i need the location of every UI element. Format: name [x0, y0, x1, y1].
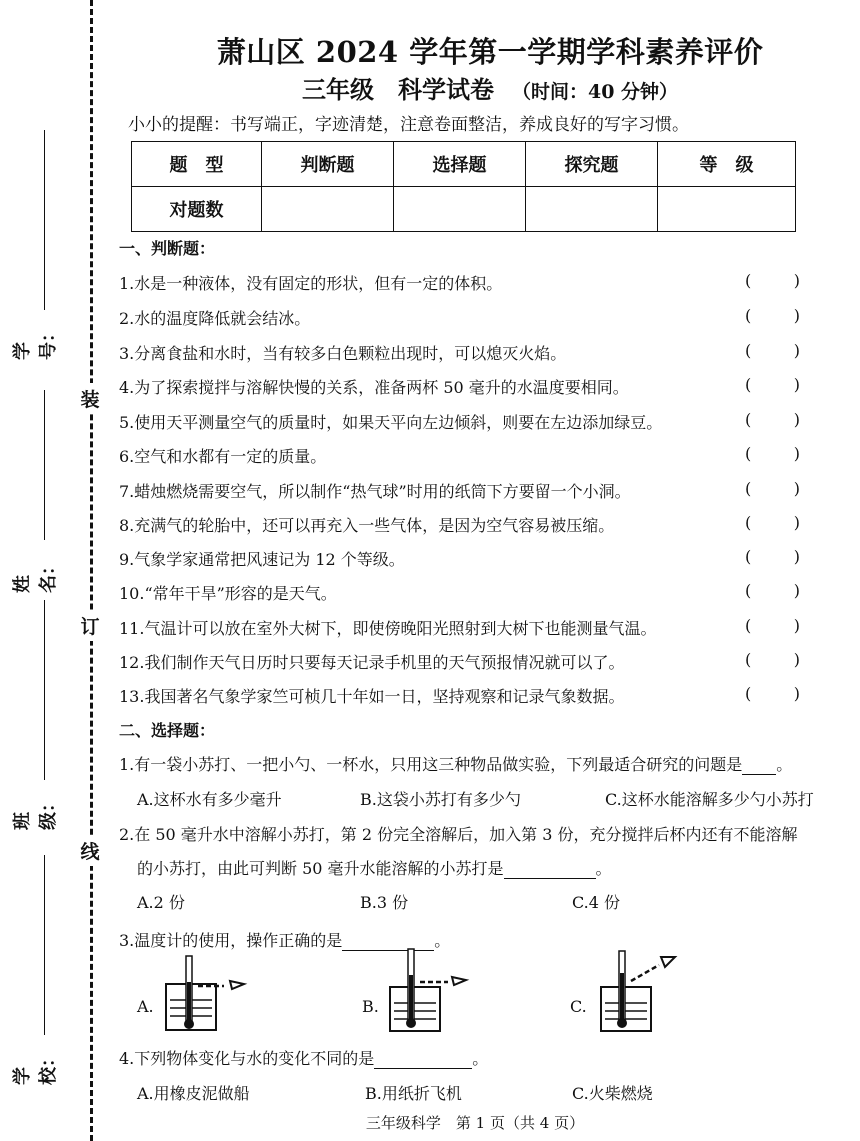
answer-blank-2[interactable] — [504, 859, 596, 879]
answer-parens-2[interactable]: ( ) — [745, 306, 800, 325]
answer-parens-9[interactable]: ( ) — [745, 547, 800, 566]
answer-parens-10[interactable]: ( ) — [745, 581, 800, 600]
answer-parens-4[interactable]: ( ) — [745, 375, 800, 394]
answer-blank-4[interactable] — [374, 1049, 472, 1069]
choice-question-1: 1.有一袋小苏打、一把小勺、一杯水，只用这三种物品做实验，下列最适合研究的问题是 。 — [119, 755, 793, 774]
page-footer: 三年级科学 第 1 页（共 4 页） — [365, 1114, 585, 1132]
judge-question-1: 1.水是一种液体，没有固定的形状，但有一定的体积。 — [119, 274, 503, 293]
row-label-correct-count: 对题数 — [132, 187, 262, 232]
student-number-label: 学号： — [12, 324, 59, 360]
q2-option-a: A.2 份 — [137, 893, 185, 912]
cell-choice-count[interactable] — [394, 187, 526, 232]
cell-grade[interactable] — [658, 187, 796, 232]
answer-blank-1[interactable] — [742, 755, 776, 775]
binding-char-zhuang: 装 — [78, 383, 102, 414]
score-table — [131, 141, 796, 232]
q3-figure-a-thermometer — [158, 952, 253, 1032]
score-table-count-row — [132, 187, 796, 232]
judge-question-11: 11.气温计可以放在室外大树下，即使傍晚阳光照射到大树下也能测量气温。 — [119, 619, 657, 638]
exam-subtitle — [195, 70, 785, 105]
answer-parens-12[interactable]: ( ) — [745, 650, 800, 669]
judge-question-10: 10.“常年干旱”形容的是天气。 — [119, 584, 337, 603]
binding-char-ding: 订 — [78, 610, 102, 641]
section-choice-title: 二、选择题： — [119, 721, 216, 740]
writing-tip: 小小的提醒：书写端正，字迹清楚，注意卷面整洁，养成良好的写字习惯。 — [128, 115, 689, 135]
q3-option-a-label: A. — [137, 997, 154, 1016]
q2-option-c: C.4 份 — [572, 893, 621, 912]
class-line[interactable] — [44, 600, 45, 780]
answer-parens-6[interactable]: ( ) — [745, 444, 800, 463]
q1-option-b: B.这袋小苏打有多少勺 — [360, 790, 521, 809]
judge-question-9: 9.气象学家通常把风速记为 12 个等级。 — [119, 550, 405, 569]
judge-question-2: 2.水的温度降低就会结冰。 — [119, 309, 311, 328]
choice-question-2-line1: 2.在 50 毫升水中溶解小苏打，第 2 份完全溶解后，加入第 3 份，充分搅拌后杯内还有不能溶解 — [119, 825, 798, 844]
section-judge-title: 一、判断题： — [119, 239, 216, 258]
choice-question-4: 4.下列物体变化与水的变化不同的是 。 — [119, 1049, 489, 1068]
answer-parens-1[interactable]: ( ) — [745, 271, 800, 290]
cell-judge-count[interactable] — [262, 187, 394, 232]
answer-parens-7[interactable]: ( ) — [745, 479, 800, 498]
cell-explore-count[interactable] — [526, 187, 658, 232]
header-cell-judge: 判断题 — [262, 142, 394, 187]
judge-question-6: 6.空气和水都有一定的质量。 — [119, 447, 327, 466]
q4-option-c: C.火柴燃烧 — [572, 1084, 653, 1103]
q2-option-b: B.3 份 — [360, 893, 409, 912]
judge-question-5: 5.使用天平测量空气的质量时，如果天平向左边倾斜，则要在左边添加绿豆。 — [119, 413, 663, 432]
header-cell-type: 题 型 — [132, 142, 262, 187]
q3-option-b-label: B. — [362, 997, 379, 1016]
answer-parens-13[interactable]: ( ) — [745, 684, 800, 703]
student-name-label: 姓名： — [12, 557, 59, 593]
exam-time: （时间：40 分钟） — [511, 81, 679, 103]
answer-parens-3[interactable]: ( ) — [745, 341, 800, 360]
judge-question-13: 13.我国著名气象学家竺可桢几十年如一日，坚持观察和记录气象数据。 — [119, 687, 625, 706]
student-name-line[interactable] — [44, 390, 45, 540]
score-table-header-row — [132, 142, 796, 187]
exam-subject: 三年级 科学试卷 — [301, 75, 494, 104]
binding-char-xian: 线 — [78, 835, 102, 866]
class-label: 班级： — [12, 794, 59, 830]
q3-figure-c-thermometer — [595, 945, 685, 1035]
answer-parens-11[interactable]: ( ) — [745, 616, 800, 635]
answer-parens-8[interactable]: ( ) — [745, 513, 800, 532]
q3-option-c-label: C. — [570, 997, 587, 1016]
header-cell-explore: 探究题 — [526, 142, 658, 187]
school-label: 学校： — [12, 1049, 59, 1085]
choice-question-3: 3.温度计的使用，操作正确的是 。 — [119, 931, 451, 950]
school-line[interactable] — [44, 855, 45, 1035]
choice-question-2-line2: 的小苏打，由此可判断 50 毫升水能溶解的小苏打是 。 — [137, 859, 612, 878]
judge-question-3: 3.分离食盐和水时，当有较多白色颗粒出现时，可以熄灭火焰。 — [119, 344, 567, 363]
q4-option-a: A.用橡皮泥做船 — [137, 1084, 250, 1103]
judge-question-7: 7.蜡烛燃烧需要空气，所以制作“热气球”时用的纸筒下方要留一个小洞。 — [119, 482, 631, 501]
judge-question-12: 12.我们制作天气日历时只要每天记录手机里的天气预报情况就可以了。 — [119, 653, 625, 672]
binding-dashed-line — [90, 0, 93, 1141]
header-cell-choice: 选择题 — [394, 142, 526, 187]
header-cell-grade: 等 级 — [658, 142, 796, 187]
q4-option-b: B.用纸折飞机 — [365, 1084, 462, 1103]
student-number-line[interactable] — [44, 130, 45, 310]
answer-parens-5[interactable]: ( ) — [745, 410, 800, 429]
q3-figure-b-thermometer — [380, 945, 475, 1035]
judge-question-8: 8.充满气的轮胎中，还可以再充入一些气体，是因为空气容易被压缩。 — [119, 516, 615, 535]
q1-option-a: A.这杯水有多少毫升 — [137, 790, 282, 809]
judge-question-4: 4.为了探索搅拌与溶解快慢的关系，准备两杯 50 毫升的水温度要相同。 — [119, 378, 629, 397]
q1-option-c: C.这杯水能溶解多少勺小苏打 — [605, 790, 814, 809]
exam-title: 萧山区 2024 学年第一学期学科素养评价 — [216, 35, 764, 69]
